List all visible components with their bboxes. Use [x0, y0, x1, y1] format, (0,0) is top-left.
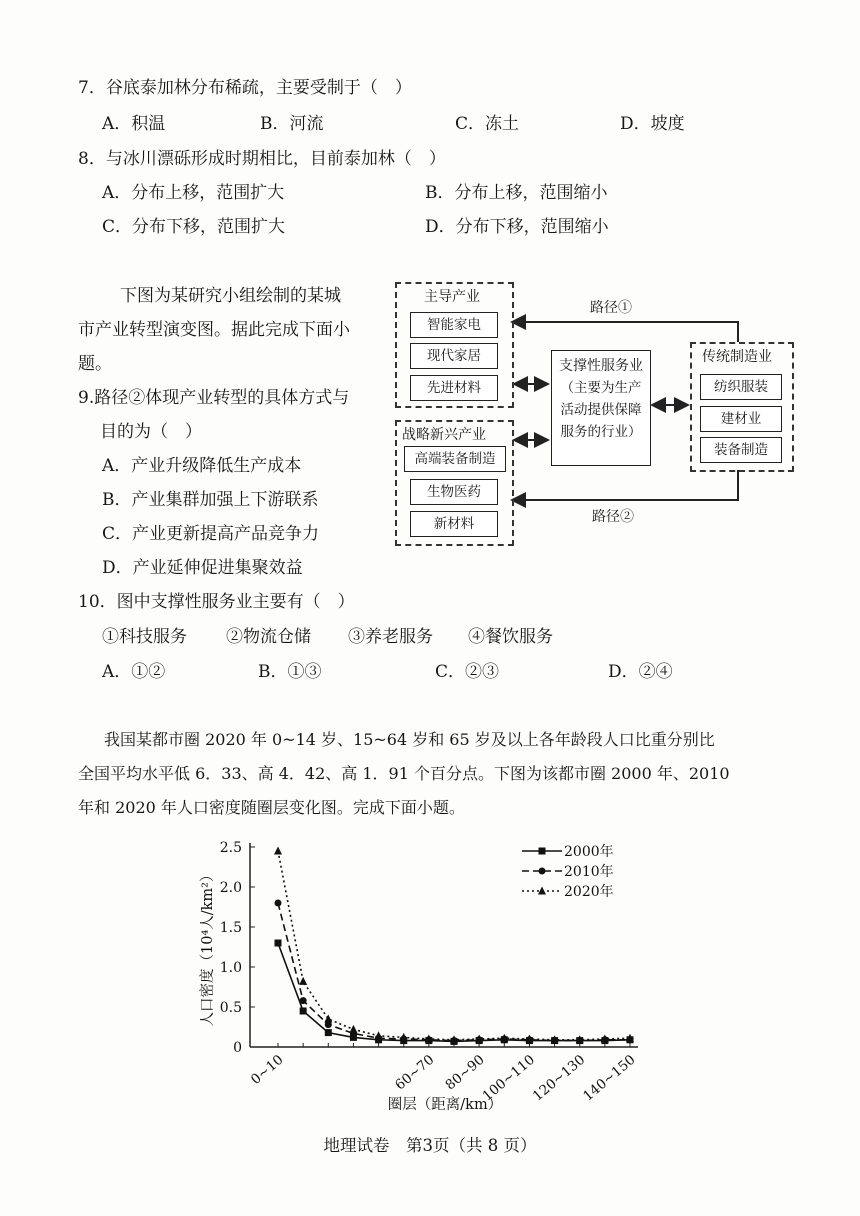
data-point-2020年 [375, 1031, 383, 1039]
data-point-2020年 [349, 1025, 357, 1033]
q8-stem: 8．与冰川漂砾形成时期相比，目前泰加林（ ） [78, 149, 446, 169]
traditional-item-1: 纺织服装 [700, 374, 782, 400]
legend-marker [539, 868, 546, 875]
x-tick-label: 60~70 [392, 1051, 438, 1094]
x-tick-label: 120~130 [529, 1051, 589, 1105]
q10-option-d: D．②④ [608, 662, 673, 682]
route2-arrow [512, 470, 738, 500]
route1-arrow [512, 322, 738, 342]
x-tick-label: 100~110 [479, 1051, 538, 1105]
q9-option-a: A．产业升级降低生产成本 [102, 456, 302, 476]
q10-item-1: ①科技服务 [102, 627, 187, 647]
lead-item-2: 现代家居 [410, 343, 498, 369]
q8-option-d: D．分布下移，范围缩小 [425, 217, 609, 237]
support-note-3: 服务的行业） [560, 424, 642, 440]
q9-option-b: B．产业集群加强上下游联系 [102, 490, 319, 510]
y-tick-label: 0 [233, 1040, 242, 1056]
q8-option-a: A．分布上移，范围扩大 [102, 183, 285, 203]
q10-item-3: ③养老服务 [348, 627, 433, 647]
q10-stem: 10．图中支撑性服务业主要有（ ） [78, 592, 355, 612]
data-point-2010年 [275, 900, 282, 907]
support-title: 支撑性服务业 [559, 358, 643, 374]
q10-option-a: A．①② [102, 662, 166, 682]
y-tick-label: 0.5 [219, 1000, 242, 1016]
route1-label: 路径① [590, 300, 632, 316]
x-tick-label: 0~10 [247, 1051, 287, 1088]
data-point-2010年 [300, 997, 307, 1004]
intro3-line-2: 全国平均水平低 6．33、高 4．42、高 1．91 个百分点。下图为该都市圈 2000 年、2010 [78, 764, 730, 783]
support-service-box [551, 350, 651, 466]
legend-marker [539, 848, 546, 855]
q7-option-b: B．河流 [260, 114, 324, 134]
strategic-item-2: 生物医药 [410, 479, 498, 505]
strategic-item-3: 新材料 [410, 511, 498, 537]
q8-option-b: B．分布上移，范围缩小 [425, 183, 608, 203]
x-tick-label: 140~150 [580, 1051, 639, 1105]
q9-stem-line-2: 目的为（ ） [100, 422, 202, 442]
y-tick-label: 2.5 [219, 840, 242, 856]
intro2-line-2: 市产业转型演变图。据此完成下面小 [78, 320, 350, 340]
page-footer: 地理试卷 第3页（共 8 页） [323, 1136, 537, 1155]
lead-industry-title: 主导产业 [424, 289, 480, 305]
population-density-chart [190, 835, 670, 1115]
x-tick-label: 80~90 [442, 1051, 488, 1094]
q10-option-c: C．②③ [435, 662, 500, 682]
x-axis-label: 圈层（距离/km） [387, 1097, 503, 1113]
intro3-line-1: 我国某都市圈 2020 年 0~14 岁、15~64 岁和 65 岁及以上各年龄段人口比重分别比 [104, 730, 715, 749]
support-note-2: 活动提供保障 [560, 402, 642, 418]
q9-option-c: C．产业更新提高产品竞争力 [102, 524, 320, 544]
q7-stem: 7．谷底泰加林分布稀疏，主要受制于（ ） [78, 78, 412, 98]
data-point-2000年 [300, 1008, 307, 1015]
q10-item-4: ④餐饮服务 [468, 627, 553, 647]
data-point-2020年 [324, 1015, 332, 1023]
q10-option-b: B．①③ [258, 662, 322, 682]
strategic-industry-title: 战略新兴产业 [402, 427, 486, 443]
intro2-line-3: 题。 [78, 354, 112, 374]
y-tick-label: 2.0 [219, 880, 242, 896]
q7-option-d: D．坡度 [620, 114, 685, 134]
q9-stem-line-1: 9.路径②体现产业转型的具体方式与 [78, 388, 350, 408]
q7-option-a: A．积温 [102, 114, 166, 134]
route2-label: 路径② [592, 509, 634, 525]
y-axis-label: 人口密度（10⁴人/km²） [200, 867, 216, 1027]
legend-marker [538, 887, 546, 895]
data-point-2000年 [325, 1029, 332, 1036]
data-point-2020年 [274, 847, 282, 855]
q10-item-2: ②物流仓储 [226, 627, 311, 647]
strategic-item-1: 高端装备制造 [404, 446, 506, 472]
y-tick-label: 1.0 [219, 960, 242, 976]
data-point-2000年 [275, 940, 282, 947]
traditional-item-3: 装备制造 [700, 437, 782, 463]
y-tick-label: 1.5 [219, 920, 242, 936]
lead-item-1: 智能家电 [410, 312, 498, 338]
data-point-2020年 [299, 977, 307, 985]
traditional-item-2: 建材业 [700, 406, 782, 432]
lead-item-3: 先进材料 [410, 375, 498, 401]
q8-option-c: C．分布下移，范围扩大 [102, 217, 286, 237]
support-note-1: （主要为生产 [560, 380, 642, 396]
traditional-industry-title: 传统制造业 [702, 349, 772, 365]
legend-label: 2020年 [564, 884, 614, 900]
q7-option-c: C．冻土 [455, 114, 520, 134]
intro2-line-1: 下图为某研究小组绘制的某城 [120, 286, 341, 306]
legend-label: 2010年 [564, 864, 614, 880]
intro3-line-3: 年和 2020 年人口密度随圈层变化图。完成下面小题。 [78, 798, 465, 817]
legend-label: 2000年 [564, 844, 614, 860]
q9-option-d: D．产业延伸促进集聚效益 [102, 558, 303, 578]
